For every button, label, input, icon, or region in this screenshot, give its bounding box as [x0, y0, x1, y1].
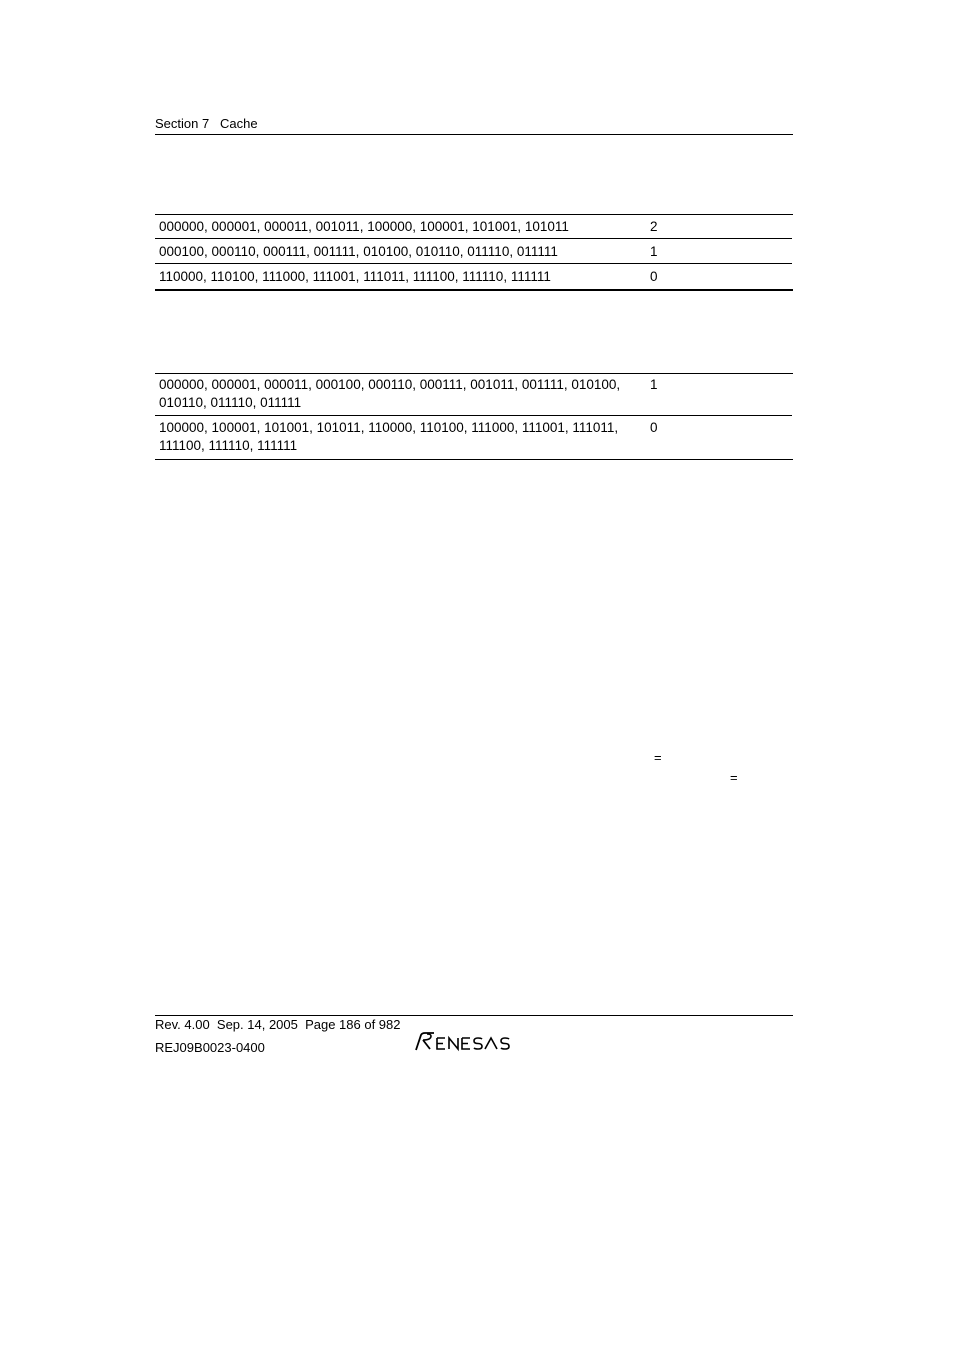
- way-value-cell: 2: [650, 219, 658, 234]
- lru-codes-cell: 000000, 000001, 000011, 000100, 000110, 000111, 001011, 001111, 010100, 010110, 011110, 011111: [159, 377, 621, 410]
- table-row: [155, 264, 792, 289]
- renesas-logo: [412, 1031, 534, 1058]
- renesas-logo-icon: [412, 1031, 534, 1053]
- table-row: [155, 373, 792, 416]
- running-header: Section 7 Cache: [155, 116, 258, 131]
- lru-codes-cell: 000100, 000110, 000111, 001111, 010100, 010110, 011110, 011111: [159, 244, 558, 259]
- table2-bottom-rule: [155, 459, 793, 460]
- way-value-cell: 0: [650, 269, 658, 284]
- lru-table-ways: [155, 214, 792, 289]
- lru-codes-cell: 100000, 100001, 101001, 101011, 110000, 110100, 111000, 111001, 111011, 111100, 111110, 111111: [159, 420, 619, 453]
- equals-sign: =: [730, 770, 738, 785]
- footer-revision: Rev. 4.00 Sep. 14, 2005 Page 186 of 982: [155, 1017, 401, 1032]
- way-value-cell: 0: [650, 420, 658, 435]
- way-value-cell: 1: [650, 244, 658, 259]
- lru-table-ways-2: [155, 373, 792, 459]
- table-row: [155, 416, 792, 459]
- table-row: [155, 214, 792, 239]
- footer-doc-id: REJ09B0023-0400: [155, 1040, 265, 1055]
- lru-codes-cell: 000000, 000001, 000011, 001011, 100000, 100001, 101001, 101011: [159, 219, 569, 234]
- header-rule: [155, 134, 793, 135]
- footer-rule: [155, 1015, 793, 1016]
- way-value-cell: 1: [650, 377, 658, 392]
- table-row: [155, 239, 792, 264]
- lru-codes-cell: 110000, 110100, 111000, 111001, 111011, 111100, 111110, 111111: [159, 269, 551, 284]
- equals-sign: =: [654, 750, 662, 765]
- table1-bottom-rule: [155, 289, 793, 291]
